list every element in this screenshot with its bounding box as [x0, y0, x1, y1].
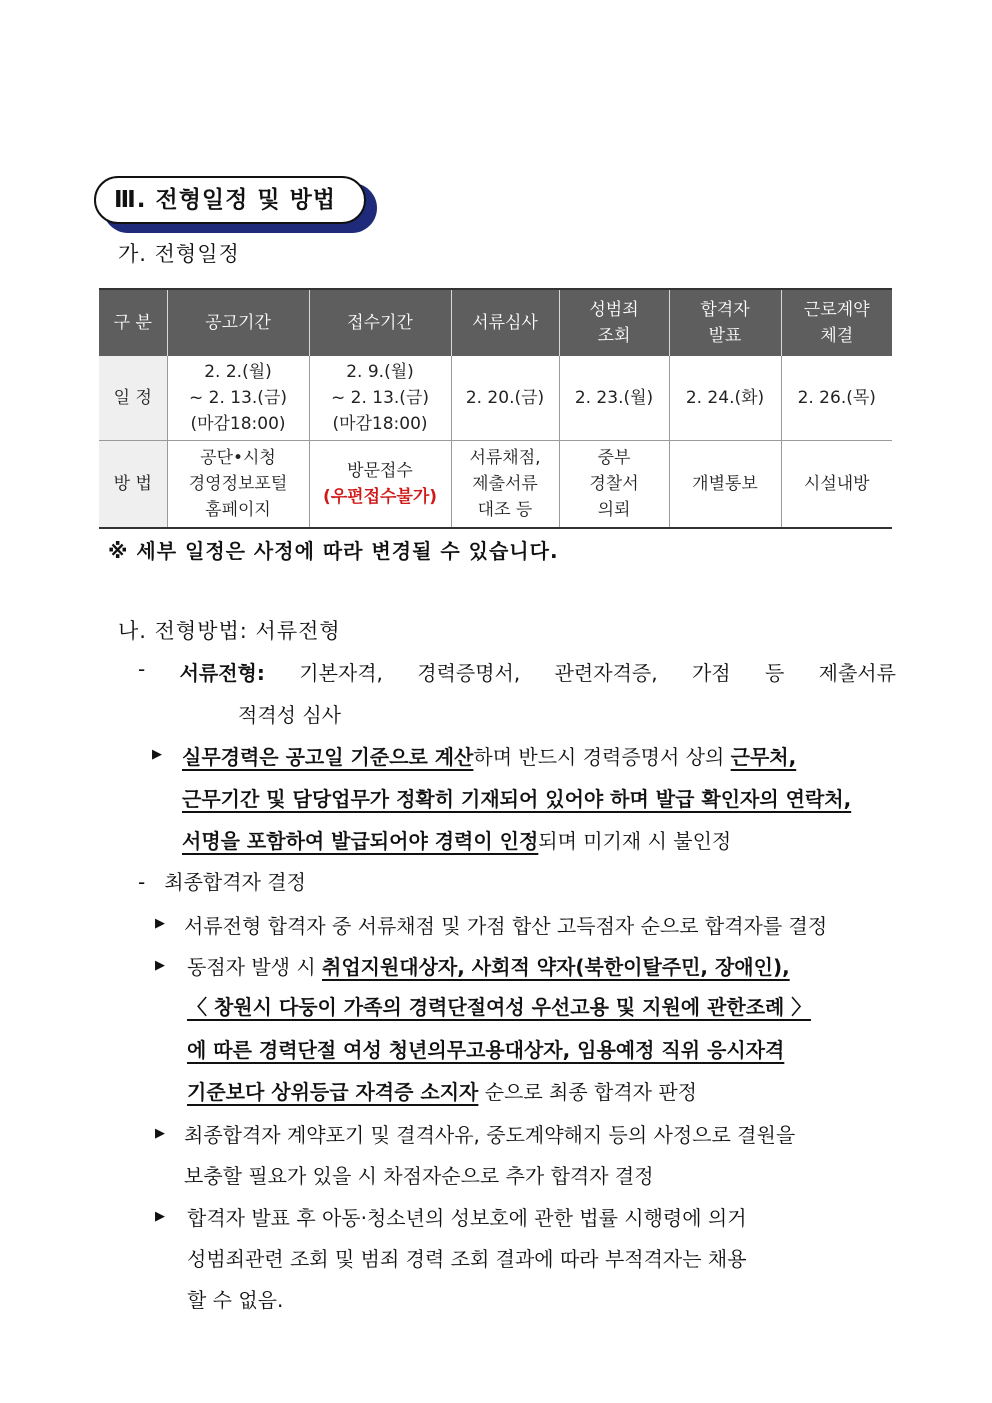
- career-line-3: [182, 825, 731, 854]
- table-cell: 서류채점, 제출서류 대조 등: [451, 441, 559, 529]
- table-header-row: [99, 289, 892, 356]
- text: 동점자 발생 시: [187, 955, 322, 979]
- bullet-icon: ▶: [155, 958, 165, 973]
- bullet-icon: ▶: [155, 1126, 165, 1141]
- table-cell: 2. 24.(화): [669, 356, 781, 441]
- schedule-table: [99, 288, 892, 529]
- schedule-heading: 가. 전형일정: [118, 242, 240, 266]
- table-cell: 공단•시청 경영정보포털 홈페이지: [167, 441, 309, 529]
- final-bullet-4-line-1: 합격자 발표 후 아동·청소년의 성보호에 관한 법률 시행령에 의거: [187, 1206, 747, 1230]
- word: 등: [764, 661, 785, 685]
- underlined-text: 〈 창원시 다둥이 가족의 경력단절여성 우선고용 및 지원에 관한조례 〉: [187, 995, 812, 1019]
- table-cell: [309, 441, 451, 529]
- table-cell: 2. 26.(목): [781, 356, 892, 441]
- underlined-text: 취업지원대상자, 사회적 약자(북한이탈주민, 장애인),: [322, 955, 790, 979]
- header-cell: 구 분: [99, 289, 167, 356]
- final-bullet-2-line-2: [187, 991, 811, 1020]
- dash: -: [138, 657, 146, 681]
- word: 관련자격증,: [554, 661, 658, 685]
- career-line-1: [182, 741, 796, 770]
- header-cell: 근로계약 체결: [781, 289, 892, 356]
- doc-screening-line: [138, 657, 896, 686]
- final-bullet-2-line-3: [187, 1034, 784, 1063]
- underlined-text: 에 따른 경력단절 여성 청년의무고용대상자, 임용예정 직위 응시자격: [187, 1038, 785, 1062]
- underlined-text: 근무기간 및 담당업무가 정확히 기재되어 있어야 하며 발급 확인자의 연락처,: [182, 787, 852, 811]
- career-line-2: [182, 783, 851, 812]
- final-bullet-3-line-1: 최종합격자 계약포기 및 결격사유, 중도계약해지 등의 사정으로 결원을: [184, 1123, 796, 1147]
- header-cell: 성범죄 조회: [559, 289, 669, 356]
- schedule-note: ※ 세부 일정은 사정에 따라 변경될 수 있습니다.: [108, 539, 559, 563]
- table-cell: 2. 23.(월): [559, 356, 669, 441]
- final-bullet-3-line-2: 보충할 필요가 있을 시 차점자순으로 추가 합격자 결정: [184, 1164, 654, 1188]
- final-bullet-1: 서류전형 합격자 중 서류채점 및 가점 합산 고득점자 순으로 합격자를 결정: [184, 914, 828, 938]
- header-cell: 서류심사: [451, 289, 559, 356]
- final-bullet-4-line-2: 성범죄관련 조회 및 범죄 경력 조회 결과에 따라 부적격자는 채용: [187, 1247, 747, 1271]
- underlined-text: 실무경력은 공고일 기준으로 계산: [182, 745, 474, 769]
- table-cell: 시설내방: [781, 441, 892, 529]
- text: 하며 반드시 경력증명서 상의: [473, 745, 731, 769]
- cell-note-red: (우편접수불가): [322, 487, 438, 507]
- table-cell: 2. 2.(월) ~ 2. 13.(금) (마감18:00): [167, 356, 309, 441]
- table-cell: 2. 20.(금): [451, 356, 559, 441]
- bullet-icon: ▶: [155, 916, 165, 931]
- doc-screening-cont: 적격성 심사: [238, 703, 341, 727]
- header-cell: 합격자 발표: [669, 289, 781, 356]
- table-cell: 2. 9.(월) ~ 2. 13.(금) (마감18:00): [309, 356, 451, 441]
- word: 가점: [691, 661, 731, 685]
- word: 제출서류: [818, 661, 896, 685]
- final-line: [138, 866, 306, 895]
- underlined-text: 기준보다 상위등급 자격증 소지자: [187, 1080, 479, 1104]
- method-heading: 나. 전형방법: 서류전형: [118, 619, 341, 643]
- table-cell: 중부 경찰서 의뢰: [559, 441, 669, 529]
- row-label: 방 법: [99, 441, 167, 529]
- bullet-icon: ▶: [152, 747, 162, 762]
- table-row: [99, 356, 892, 441]
- underlined-text: 서명을 포함하여 발급되어야 경력이 인정: [182, 829, 539, 853]
- doc-screening-title: 서류전형:: [179, 661, 265, 685]
- text: 순으로 최종 합격자 판정: [478, 1080, 698, 1104]
- word: 경력증명서,: [417, 661, 521, 685]
- cell-text: 방문접수: [347, 461, 413, 481]
- table-row: [99, 441, 892, 529]
- table-cell: 개별통보: [669, 441, 781, 529]
- header-cell: 접수기간: [309, 289, 451, 356]
- header-cell: 공고기간: [167, 289, 309, 356]
- dash: -: [138, 870, 146, 894]
- final-bullet-4-line-3: 할 수 없음.: [187, 1288, 284, 1312]
- bullet-icon: ▶: [155, 1209, 165, 1224]
- row-label: 일 정: [99, 356, 167, 441]
- text: 되며 미기재 시 불인정: [538, 829, 732, 853]
- final-bullet-2-line-1: [187, 951, 790, 980]
- section-heading: Ⅲ. 전형일정 및 방법: [94, 176, 366, 224]
- final-bullet-2-line-4: [187, 1076, 697, 1105]
- word: 기본자격,: [299, 661, 383, 685]
- final-title: 최종합격자 결정: [164, 870, 306, 894]
- underlined-text: 근무처,: [730, 745, 797, 769]
